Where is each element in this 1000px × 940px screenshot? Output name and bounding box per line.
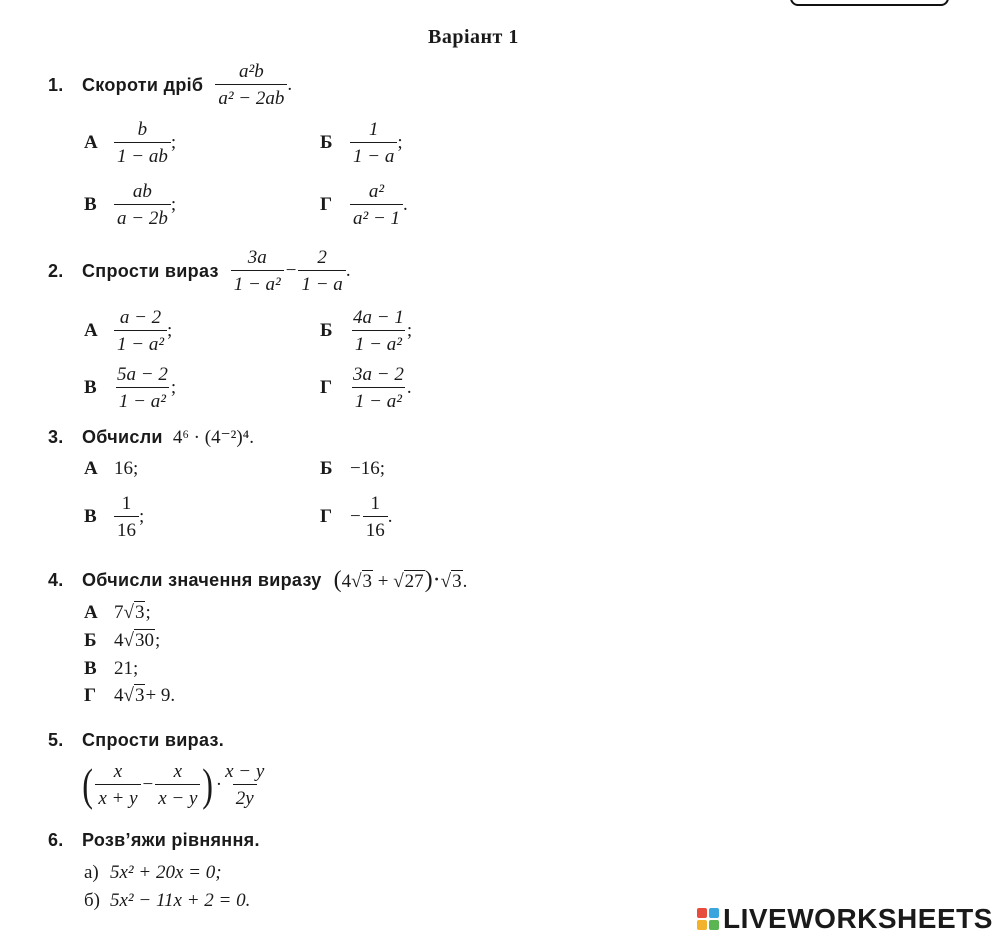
question-5 [48,730,224,751]
denominator: a² − 2ab [215,84,287,108]
punctuation: ; [170,377,177,398]
numerator: 1 [368,119,379,140]
fraction [215,62,287,108]
q3-option-b[interactable] [320,458,385,480]
equation: 5x² + 20x = 0; [110,862,222,883]
option-label: Г [84,685,97,706]
option-value: 21; [114,658,139,679]
question-3 [48,426,254,449]
denominator: 1 − a² [116,387,169,411]
operator: − [285,260,297,281]
logo-tile [709,920,719,930]
question-text: Розв’яжи рівняння. [82,830,260,850]
punctuation: . [345,260,351,281]
q1-option-v[interactable] [84,182,176,228]
question-1 [48,62,292,108]
punctuation: . [170,685,176,706]
q4-option-g[interactable] [84,685,175,707]
q3-option-a[interactable] [84,458,138,480]
logo-tile [709,908,719,918]
question-text: Обчисли значення виразу [82,570,322,590]
denominator: a − 2b [114,204,171,228]
question-number: 6. [48,830,64,850]
numerator: x [173,761,183,782]
option-label: А [84,458,98,479]
punctuation: ; [397,132,403,153]
punctuation: . [387,506,393,527]
denominator: 16 [363,516,388,540]
coefficient: 4 [114,630,124,651]
coefficient: 7 [114,602,124,623]
q5-expression [80,759,267,810]
paren-open: ( [333,567,342,593]
numerator: x [113,761,123,782]
numerator: 1 [370,493,380,514]
question-text: Скороти дріб [82,74,204,95]
question-number: 5. [48,730,64,750]
option-label: В [84,658,97,679]
top-toolbar-button[interactable] [790,0,949,6]
denominator: 1 − a² [352,330,405,354]
q3-option-g[interactable] [320,494,392,540]
logo-text: LIVEWORKSHEETS [723,903,993,934]
sign: − [350,506,361,527]
question-2 [48,248,351,294]
radicand: 30 [134,630,154,651]
numerator: x − y [225,761,265,782]
denominator: 1 − a [298,270,345,294]
option-label: А [84,132,98,153]
paren-close: ) [202,759,214,810]
logo-icon [697,908,719,930]
question-4 [48,567,467,594]
option-label: Г [320,506,333,527]
operator: · [215,774,223,795]
question-text: Спрости вираз. [82,730,225,750]
coefficient: 4 [341,571,352,592]
q4-option-b[interactable] [84,630,160,652]
punctuation: . [403,194,408,215]
paren-close: )· [424,567,441,593]
punctuation: ; [406,320,413,341]
question-6 [48,830,260,851]
sqrt: √27 [393,571,424,592]
punctuation: ; [170,194,177,215]
punctuation: . [406,377,412,398]
variant-title: Варіант 1 [428,26,519,48]
option-value: 16; [114,458,139,479]
q6-part-a [84,862,222,884]
tail-term: + 9 [145,685,171,706]
denominator: 2y [233,784,257,808]
q6-part-b [84,890,250,912]
denominator: 1 − a² [352,387,405,411]
sqrt: √30 [123,630,154,651]
expression: 4⁶ · (4⁻²)⁴. [172,427,255,448]
option-label: Б [320,132,333,153]
q2-option-g[interactable] [320,365,412,411]
option-label: Б [320,320,333,341]
punctuation: . [287,74,293,95]
denominator: 16 [114,516,139,540]
denominator: 1 − a [350,142,397,166]
numerator: a − 2 [119,307,162,328]
numerator: b [137,119,148,140]
radicand: 27 [404,571,424,592]
q2-option-v[interactable] [84,365,176,411]
numerator: 4a − 1 [353,307,404,328]
question-number: 2. [48,260,64,281]
sqrt: √3 [440,571,462,592]
punctuation: . [462,571,468,592]
question-number: 1. [48,74,64,95]
q3-option-v[interactable] [84,494,144,540]
radicand: 3 [362,571,372,592]
option-value: −16; [350,458,385,479]
denominator: 1 − ab [114,142,171,166]
numerator: a²b [239,61,264,82]
q1-option-b[interactable] [320,120,403,166]
denominator: 1 − a² [231,270,284,294]
liveworksheets-logo [697,903,993,935]
sqrt: √3 [351,571,372,592]
numerator: 1 [121,493,132,514]
option-label: Г [320,194,333,215]
punctuation: ; [167,320,173,341]
operator: + [377,571,389,592]
question-text: Спрости вираз [82,260,219,281]
option-label: А [84,320,98,341]
denominator: x + y [95,784,140,808]
denominator: x − y [155,784,200,808]
q2-option-a[interactable] [84,308,172,354]
option-label: Б [320,458,333,479]
radicand: 3 [134,602,145,623]
option-label: А [84,602,98,623]
part-label: б) [84,890,100,911]
numerator: 2 [317,247,327,268]
logo-tile [697,920,707,930]
question-number: 4. [48,570,64,590]
logo-tile [697,908,707,918]
numerator: 3a − 2 [353,364,404,385]
coefficient: 4 [114,685,124,706]
question-number: 3. [48,427,64,447]
radicand: 3 [452,571,462,592]
option-label: Г [320,377,333,398]
q1-option-a[interactable] [84,120,176,166]
punctuation: ; [170,132,177,153]
part-label: а) [84,862,99,883]
equation: 5x² − 11x + 2 = 0. [110,890,251,911]
sqrt: √3 [123,685,145,706]
punctuation: ; [154,630,161,651]
denominator: 1 − a² [114,330,167,354]
punctuation: ; [139,506,145,527]
option-label: В [84,377,97,398]
q4-option-a[interactable] [84,602,151,624]
q1-option-g[interactable] [320,182,408,228]
q4-option-v[interactable] [84,658,138,680]
numerator: ab [132,181,152,202]
option-label: Б [84,630,97,651]
question-text: Обчисли [82,427,163,447]
option-label: В [84,194,97,215]
numerator: a² [368,181,385,202]
punctuation: ; [145,602,151,623]
sqrt: √3 [123,602,145,623]
radicand: 3 [134,685,145,706]
operator: − [142,774,154,795]
option-label: В [84,506,97,527]
expression [334,567,468,594]
numerator: 5a − 2 [117,364,168,385]
paren-open: ( [82,759,94,810]
numerator: 3a [247,247,267,268]
q2-option-b[interactable] [320,308,412,354]
denominator: a² − 1 [350,204,403,228]
